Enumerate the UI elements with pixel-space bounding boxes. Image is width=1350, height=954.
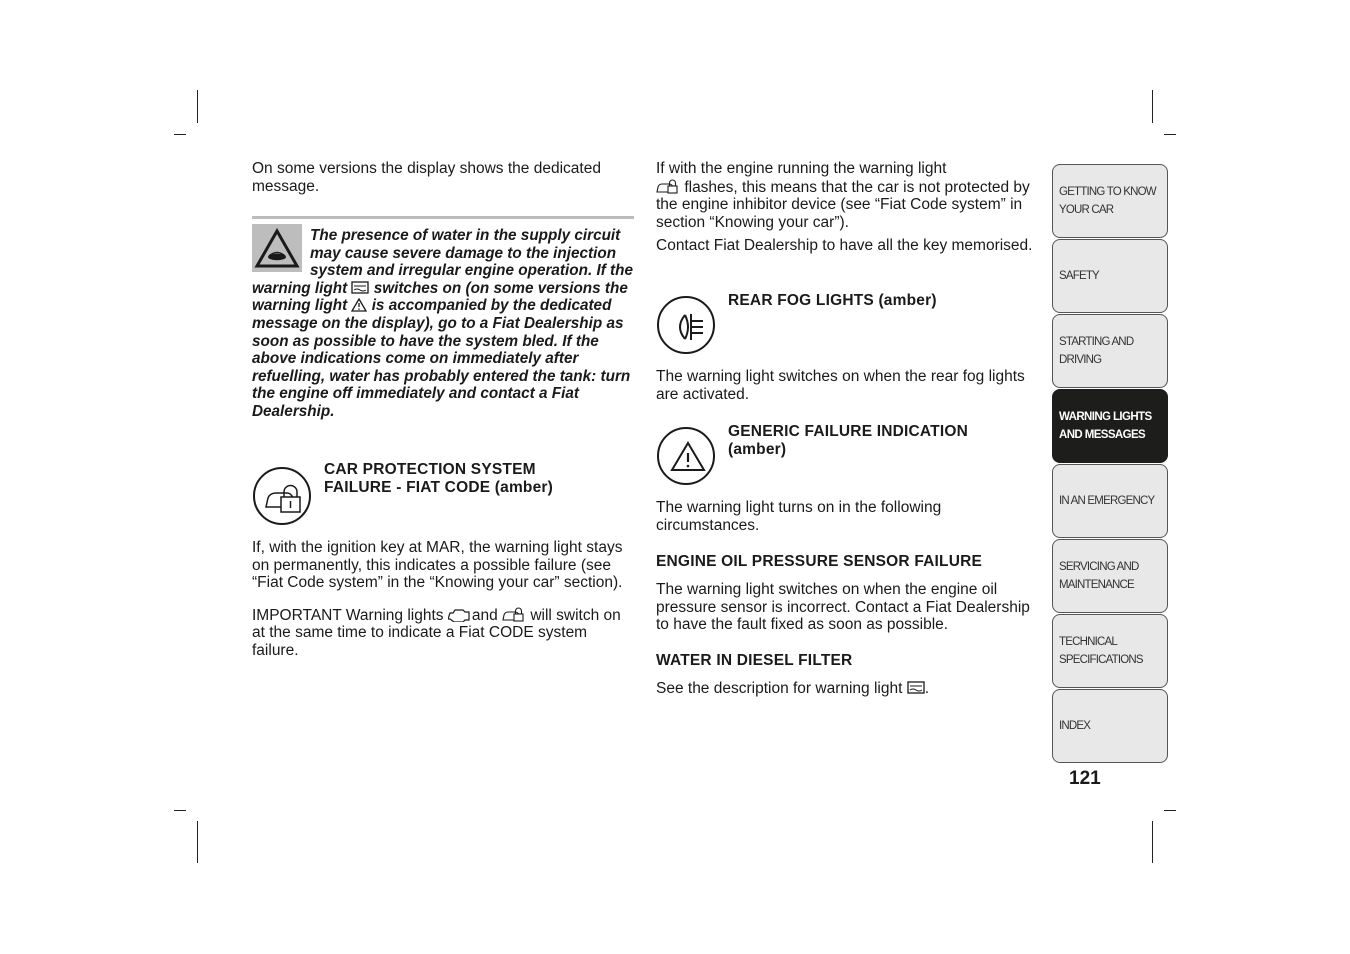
warning-divider — [252, 216, 634, 219]
tab-servicing[interactable]: SERVICING AND MAINTENANCE — [1052, 539, 1168, 613]
water-warning-text — [252, 227, 634, 421]
crop-mark — [197, 821, 198, 863]
warning-part3: is accompanied by the dedicated message on the display), go to a Fiat Dealership as soon as possible to have the system bled. If the above indications come on immediately after refuelling, water has probably entered the tank: turn the engine off immediately and contact a Fiat Dealership. — [252, 297, 631, 420]
crop-mark — [1152, 90, 1153, 123]
tab-technical[interactable]: TECHNICAL SPECIFICATIONS — [1052, 614, 1168, 688]
oil-pressure-heading: ENGINE OIL PRESSURE SENSOR FAILURE — [656, 553, 983, 570]
intro-text: On some versions the display shows the dedicated message. — [252, 160, 601, 195]
page-number: 121 — [1069, 768, 1101, 789]
car-lock-small-icon — [502, 606, 526, 622]
warning-part2: switches on (on some versions the warning light — [252, 279, 628, 315]
fuel-filter-icon — [907, 681, 925, 695]
crop-mark — [1164, 134, 1176, 135]
tab-getting-to-know[interactable]: GETTING TO KNOW YOUR CAR — [1052, 164, 1168, 238]
warning-triangle-icon — [351, 298, 367, 312]
generic-failure-text: The warning light turns on in the following circumstances. — [656, 499, 942, 534]
car-protection-para2: IMPORTANT Warning lights and will switch on at the same time to indicate a Fiat CODE system failure. — [252, 606, 621, 659]
crop-mark — [197, 90, 198, 123]
tab-warning-lights[interactable]: WARNING LIGHTS AND MESSAGES — [1052, 389, 1168, 463]
oil-pressure-text: The warning light switches on when the engine oil pressure sensor is incorrect. Contact a Fiat Dealership to have the fault fixed as soon as possible. — [656, 581, 1030, 634]
generic-failure-heading: GENERIC FAILURE INDICATION (amber) — [728, 423, 969, 458]
car-lock-icon — [253, 467, 311, 525]
tab-safety[interactable]: SAFETY — [1052, 239, 1168, 313]
rear-fog-heading: REAR FOG LIGHTS (amber) — [728, 292, 937, 309]
crop-mark — [1152, 821, 1153, 863]
car-lock-small-icon — [656, 178, 680, 194]
rear-fog-text: The warning light switches on when the rear fog lights are activated. — [656, 368, 1025, 403]
intro-paragraph — [252, 160, 632, 195]
inhibitor-section — [656, 160, 1038, 255]
water-diesel-heading: WATER IN DIESEL FILTER — [656, 652, 853, 669]
car-protection-heading: CAR PROTECTION SYSTEM FAILURE - FIAT CODE (amber) — [324, 461, 554, 496]
fuel-filter-icon — [351, 281, 369, 295]
rear-fog-icon — [657, 296, 715, 354]
warning-part1: The presence of water in the supply circuit may cause severe damage to the injection system and irregular engine operation. If the warning light — [252, 227, 634, 297]
tab-starting-driving[interactable]: STARTING AND DRIVING — [1052, 314, 1168, 388]
warning-triangle-icon — [657, 427, 715, 485]
crop-mark — [174, 134, 186, 135]
inhibitor-para1: If with the engine running the warning light flashes, this means that the car is not protected by the engine inhibitor device (see “Fiat Code system” in section “Knowing your car”). — [656, 160, 1030, 231]
tab-emergency[interactable]: IN AN EMERGENCY — [1052, 464, 1168, 538]
crop-mark — [1164, 810, 1176, 811]
water-diesel-text: See the description for warning light . — [656, 680, 930, 697]
crop-mark — [174, 810, 186, 811]
car-protection-para1: If, with the ignition key at MAR, the warning light stays on permanently, this indicates a possible failure (see “Fiat Code system” in the “Knowing your car” section). — [252, 539, 623, 592]
tab-index[interactable]: INDEX — [1052, 689, 1168, 763]
inhibitor-para2: Contact Fiat Dealership to have all the key memorised. — [656, 237, 1033, 255]
car-protection-body — [252, 539, 632, 660]
engine-icon — [448, 608, 472, 622]
